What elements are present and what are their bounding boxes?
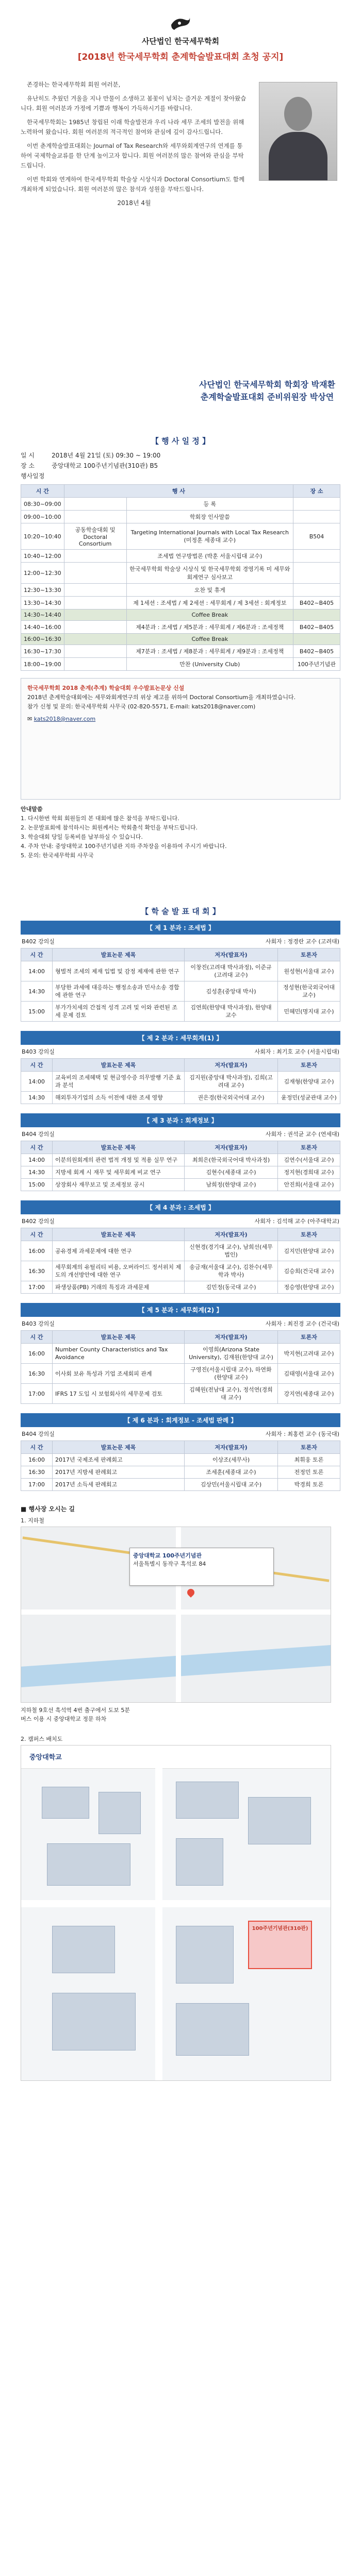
schedule-row xyxy=(21,511,340,523)
paper-author: 김연희(한양대 박사과정), 한양대 교수 xyxy=(185,1002,278,1022)
papers-header-row xyxy=(21,1141,340,1154)
paper-title: 이사회 보유 특성과 기업 조세회피 관계 xyxy=(53,1364,185,1384)
schedule-row xyxy=(21,498,340,511)
session-name: 【 제 5 분과 : 세무회계(2) 】 xyxy=(21,1303,340,1317)
paper-title: 2017년 지방세 판례회고 xyxy=(53,1466,185,1479)
schedule-cell-event: 등 록 xyxy=(126,498,293,511)
note-item: 4. 주차 안내: 중앙대학교 100주년기념관 지하 주차장을 이용하여 주시기 바랍니다. xyxy=(21,843,227,850)
papers-col-header: 토론자 xyxy=(278,1441,340,1454)
session-place: B402 강의실 xyxy=(22,1218,55,1225)
paper-title: 2017년 국제조세 판례회고 xyxy=(53,1454,185,1466)
schedule-table xyxy=(21,484,340,671)
paper-time: 14:30 xyxy=(21,1166,53,1179)
papers-col-header: 토론자 xyxy=(278,1141,340,1154)
schedule-cell-room: B402~B405 xyxy=(293,597,340,609)
directions-heading: ■ 행사장 오시는 길 xyxy=(21,1505,75,1513)
schedule-cell-time: 10:40~12:00 xyxy=(21,550,64,563)
session-place: B402 강의실 xyxy=(22,938,55,945)
schedule-row xyxy=(21,563,340,584)
session-name: 【 제 4 분과 : 조세법 】 xyxy=(21,1200,340,1214)
paper-disc: 강지연(세종대 교수) xyxy=(278,1384,340,1404)
signature-block xyxy=(21,368,340,430)
paper-author: 김현수(세종대 교수) xyxy=(185,1166,278,1179)
papers-col-header: 저자(발표자) xyxy=(185,1228,278,1241)
paper-disc: 원성현(서울대 교수) xyxy=(278,961,340,981)
note-item: 1. 다시한번 학회 회원들의 본 대회에 많은 참석을 부탁드립니다. xyxy=(21,815,179,822)
schedule-cell-event: 한국세무학회 학술상 시상식 및 한국세무학회 경영기록 미 세무와 회계연구 심사보고 xyxy=(126,563,293,584)
paper-row xyxy=(21,961,340,981)
portrait-body xyxy=(269,132,327,180)
session-chair: 사회자 : 최진경 교수 (건국대) xyxy=(265,1320,339,1327)
session-spacer xyxy=(21,1022,340,1031)
schedule-cell-time: 18:00~19:00 xyxy=(21,658,64,671)
location-map[interactable] xyxy=(21,1527,331,1703)
paper-author: 최희은(한국외국어대 박사과정) xyxy=(185,1154,278,1166)
paper-disc: 김재형(한양대 교수) xyxy=(278,1072,340,1092)
schedule-header-row xyxy=(21,485,340,498)
schedule-cell-time: 10:20~10:40 xyxy=(21,523,64,550)
event-title: [2018년 한국세무학회 춘계학술발표대회 초청 공지] xyxy=(77,52,284,62)
campus-building xyxy=(99,1792,141,1834)
papers-col-header: 저자(발표자) xyxy=(185,1141,278,1154)
campus-building xyxy=(52,1993,136,2050)
map-caption xyxy=(21,1706,340,1732)
schedule-col-room: 장 소 xyxy=(293,485,340,498)
schedule-row xyxy=(21,621,340,634)
session-name: 【 제 2 분과 : 세무회계(1) 】 xyxy=(21,1031,340,1045)
schedule-cell-room xyxy=(293,498,340,511)
paper-author: 남희정(한양대 교수) xyxy=(185,1179,278,1191)
papers-header-row xyxy=(21,1331,340,1344)
schedule-cell-time: 14:30~14:40 xyxy=(21,609,64,621)
society-logo xyxy=(169,14,192,32)
paper-row xyxy=(21,1454,340,1466)
papers-header-row xyxy=(21,1441,340,1454)
schedule-col-time: 시 간 xyxy=(21,485,64,498)
papers-table xyxy=(21,1058,340,1104)
paper-row xyxy=(21,981,340,1002)
papers-col-header: 발표논문 제목 xyxy=(53,1441,185,1454)
session-spacer xyxy=(21,1491,340,1500)
session-block xyxy=(21,921,340,1031)
session-chair: 사회자 : 정경란 교수 (고려대) xyxy=(265,938,339,945)
info-label: 행사일정 xyxy=(21,472,45,480)
intro-paragraph: 한국세무학회는 1985년 창립된 이래 학술발전과 우리 나라 세무 조세의 발전을 위해 노력하여 왔습니다. 회원 여러분의 적극적인 참여와 관심에 깊이 감사드립니다. xyxy=(21,118,244,135)
session-spacer xyxy=(21,1294,340,1303)
schedule-cell-room xyxy=(293,550,340,563)
paper-author: 김상민(서울시립대 교수) xyxy=(185,1479,278,1491)
callout-address: 서울특별시 동작구 흑석로 84 xyxy=(133,1561,206,1567)
papers-col-header: 발표논문 제목 xyxy=(53,948,185,961)
schedule-cell-room: 100주년기념관 xyxy=(293,658,340,671)
notice-item: 2018년 춘계학술대회에는 세무와회계연구의 위상 제고를 위하여 Doctoral Consortium을 개최하였습니다. xyxy=(27,694,296,701)
info-label: 장 소 xyxy=(21,462,35,469)
schedule-title: 【 행 사 일 정 】 xyxy=(151,436,210,446)
session-spacer xyxy=(21,1404,340,1413)
campus-road xyxy=(155,1768,162,2080)
paper-disc: 김태영(서울대 교수) xyxy=(278,1364,340,1384)
directions xyxy=(21,1504,340,1743)
paper-time: 15:00 xyxy=(21,1179,53,1191)
paper-row xyxy=(21,1261,340,1281)
notes-heading: 안내말씀 xyxy=(21,806,43,812)
schedule-cell-event: Coffee Break xyxy=(126,634,293,645)
paper-time: 16:00 xyxy=(21,1454,53,1466)
paper-author: 김성훈(중앙대 박사) xyxy=(185,981,278,1002)
session-block xyxy=(21,1031,340,1113)
schedule-cell-session xyxy=(64,645,126,658)
session-name: 【 제 1 분과 : 조세법 】 xyxy=(21,921,340,935)
papers-table xyxy=(21,1440,340,1491)
schedule-cell-event: 조세법 연구방법론 (박훈 서울시립대 교수) xyxy=(126,550,293,563)
schedule-cell-time: 16:00~16:30 xyxy=(21,634,64,645)
paper-time: 16:30 xyxy=(21,1364,53,1384)
paper-title: 부가가치세의 간접적 성격 고려 및 이와 관련된 조세 문제 검토 xyxy=(53,1002,185,1022)
paper-title: 형벌적 조세의 제재 입법 및 감정 제재에 관한 연구 xyxy=(53,961,185,981)
papers-col-header: 저자(발표자) xyxy=(185,1059,278,1072)
paper-disc: 윤정민(성균관대 교수) xyxy=(278,1092,340,1104)
papers-col-header: 시 간 xyxy=(21,1441,53,1454)
schedule-cell-room xyxy=(293,584,340,597)
papers-table xyxy=(21,1228,340,1294)
papers-col-header: 발표논문 제목 xyxy=(53,1331,185,1344)
papers-table xyxy=(21,1141,340,1191)
session-chair: 사회자 : 김석해 교수 (아주대학교) xyxy=(254,1218,339,1225)
papers-col-header: 시 간 xyxy=(21,1059,53,1072)
session-place: B404 강의실 xyxy=(22,1131,55,1138)
paper-title: 교육비의 조세혜택 및 현금영수증 의무발행 기준 효과 분석 xyxy=(53,1072,185,1092)
schedule-cell-event: 만찬 (University Club) xyxy=(126,658,293,671)
paper-title: 공유경제 과세문제에 대한 연구 xyxy=(53,1241,185,1261)
venue-building[interactable] xyxy=(248,1921,312,1969)
schedule-cell-time: 16:30~17:30 xyxy=(21,645,64,658)
papers-col-header: 시 간 xyxy=(21,948,53,961)
contact-email-link[interactable]: kats2018@naver.com xyxy=(34,716,96,722)
paper-row xyxy=(21,1072,340,1092)
papers-col-header: 저자(발표자) xyxy=(185,1331,278,1344)
schedule-cell-session xyxy=(64,584,126,597)
info-row-date xyxy=(21,450,340,461)
venue-label: 100주년기념관(310관) xyxy=(252,1926,308,1931)
paper-disc: 김지민(한양대 교수) xyxy=(278,1241,340,1261)
session-meta xyxy=(21,1317,340,1330)
schedule-cell-session xyxy=(64,498,126,511)
paper-row xyxy=(21,1002,340,1022)
schedule-cell-time: 12:00~12:30 xyxy=(21,563,64,584)
session-name: 【 제 6 분과 : 회계정보 - 조세법 판례 】 xyxy=(21,1413,340,1427)
map-callout xyxy=(129,1548,274,1586)
paper-row xyxy=(21,1166,340,1179)
schedule-cell-time: 09:00~10:00 xyxy=(21,511,64,523)
paper-author: 김혜원(전남대 교수), 정석연(경희대 교수) xyxy=(185,1384,278,1404)
caption-line: 버스 이용 시 중앙대학교 정문 하차 xyxy=(21,1716,107,1722)
signature-line-2: 춘계학술발표대회 준비위원장 박상연 xyxy=(200,392,334,402)
paper-disc: 전정민 토론 xyxy=(278,1466,340,1479)
campus-building xyxy=(176,1838,223,1886)
session-place: B403 강의실 xyxy=(22,1048,55,1055)
campus-building xyxy=(42,1787,89,1819)
schedule-cell-room xyxy=(293,609,340,621)
paper-row xyxy=(21,1466,340,1479)
intro-paragraph: 이번 학회와 연계하여 한국세무학회 학술상 시상식과 Doctoral Consortium도 함께 개최하게 되었습니다. 회원 여러분의 많은 참석과 성원을 부탁드립니다. xyxy=(21,176,244,193)
papers-header-row xyxy=(21,1228,340,1241)
schedule-cell-event: 제4분과 : 조세법 / 제5분과 : 세무회계 / 제6분과 : 조세정책 xyxy=(126,621,293,634)
paper-time: 14:00 xyxy=(21,1072,53,1092)
location-pin-icon xyxy=(186,1587,196,1598)
notice-box xyxy=(21,678,340,800)
paper-author: 김민정(동국대 교수) xyxy=(185,1281,278,1294)
org-name: 사단법인 한국세무학회 xyxy=(141,37,220,46)
papers-table xyxy=(21,948,340,1022)
intro-paragraph: 존경하는 한국세무학회 회원 여러분, xyxy=(27,81,121,88)
paper-time: 17:00 xyxy=(21,1281,53,1294)
callout-title: 중앙대학교 100주년기념관 xyxy=(133,1552,202,1559)
schedule-cell-session xyxy=(64,609,126,621)
schedule-cell-event: 제7분과 : 조세법 / 제8분과 : 세무회계 / 제9분과 : 조세정책 xyxy=(126,645,293,658)
note-item: 5. 문의: 한국세무학회 사무국 xyxy=(21,852,94,859)
signature xyxy=(199,379,335,403)
papers-col-header: 발표논문 제목 xyxy=(53,1059,185,1072)
schedule-row xyxy=(21,645,340,658)
schedule-cell-session xyxy=(64,563,126,584)
paper-row xyxy=(21,1479,340,1491)
schedule-cell-session xyxy=(64,634,126,645)
paper-disc: 정승영(한양대 교수) xyxy=(278,1281,340,1294)
campus-heading: 2. 캠퍼스 배치도 xyxy=(21,1736,63,1742)
intro-letter xyxy=(21,80,340,368)
papers-col-header: 토론자 xyxy=(278,948,340,961)
portrait-head xyxy=(284,97,312,131)
session-chair: 사회자 : 최기호 교수 (서울시립대) xyxy=(254,1048,339,1055)
info-row-place xyxy=(21,461,340,471)
info-row-program xyxy=(21,471,340,481)
schedule-cell-event: 제 1세션 : 조세법 / 제 2세션 : 세무회계 / 제 3세션 : 회계정보 xyxy=(126,597,293,609)
paper-disc: 민혜민(명지대 교수) xyxy=(278,1002,340,1022)
session-block xyxy=(21,1200,340,1303)
paper-time: 14:00 xyxy=(21,1154,53,1166)
papers-col-header: 발표논문 제목 xyxy=(53,1228,185,1241)
schedule-cell-room xyxy=(293,511,340,523)
schedule-cell-time: 12:30~13:30 xyxy=(21,584,64,597)
info-value: 2018년 4월 21일 (토) 09:30 ~ 19:00 xyxy=(52,452,161,459)
schedule-cell-event: 학회장 인사말씀 xyxy=(126,511,293,523)
schedule-cell-room xyxy=(293,563,340,584)
info-label: 일 시 xyxy=(21,452,35,459)
papers-col-header: 시 간 xyxy=(21,1228,53,1241)
session-meta xyxy=(21,1214,340,1228)
papers-header-row xyxy=(21,1059,340,1072)
paper-row xyxy=(21,1241,340,1261)
schedule-cell-session xyxy=(64,658,126,671)
campus-building xyxy=(176,2003,249,2056)
session-meta xyxy=(21,1127,340,1141)
paper-disc: 김승희(건국대 교수) xyxy=(278,1261,340,1281)
schedule-row xyxy=(21,597,340,609)
schedule-cell-session xyxy=(64,621,126,634)
paper-title: 상장회사 재무보고 및 조세정보 공시 xyxy=(53,1179,185,1191)
paper-time: 16:00 xyxy=(21,1344,53,1364)
session-spacer xyxy=(21,1104,340,1113)
paper-disc: 박지현(고려대 교수) xyxy=(278,1344,340,1364)
schedule-cell-session xyxy=(64,550,126,563)
session-block xyxy=(21,1413,340,1500)
paper-title: 2017년 소득세 판례회고 xyxy=(53,1479,185,1491)
paper-row xyxy=(21,1344,340,1364)
paper-author: 이창진(고려대 박사과정), 이준규(고려대 교수) xyxy=(185,961,278,981)
session-meta xyxy=(21,935,340,948)
schedule-cell-session xyxy=(64,597,126,609)
papers-col-header: 토론자 xyxy=(278,1228,340,1241)
papers-table xyxy=(21,1330,340,1404)
schedule-cell-session: 공동학술대회 및 Doctoral Consortium xyxy=(64,523,126,550)
campus-building xyxy=(47,1843,130,1886)
session-block xyxy=(21,1113,340,1200)
schedule-row xyxy=(21,658,340,671)
schedule-cell-room: B402~B405 xyxy=(293,621,340,634)
header xyxy=(0,0,361,67)
paper-title: 이분의원회계의 관련 법적 개정 및 적용 실무 연구 xyxy=(53,1154,185,1166)
session-place: B403 강의실 xyxy=(22,1320,55,1327)
paper-title: Number County Characteristics and Tax Avoidance xyxy=(53,1344,185,1364)
schedule-cell-event: 오찬 및 휴게 xyxy=(126,584,293,597)
paper-author: 조세훈(세종대 교수) xyxy=(185,1466,278,1479)
paper-author: 이상조(세무사) xyxy=(185,1454,278,1466)
paper-author: 송금재(서울대 교수), 김찬수(세무학과 박사) xyxy=(185,1261,278,1281)
paper-title: 지방세 회계 시 재무 및 세무회계 비교 연구 xyxy=(53,1166,185,1179)
schedule-col-event: 행 사 xyxy=(64,485,293,498)
schedule-cell-event: Coffee Break xyxy=(126,609,293,621)
campus-road xyxy=(21,1900,331,1907)
schedule-row xyxy=(21,584,340,597)
paper-author: 구영진(서울시립대 교수), 하연화(한양대 교수) xyxy=(185,1364,278,1384)
campus-map-header xyxy=(21,1745,331,1769)
intro-paragraph: 이번 춘계학술발표대회는 Journal of Tax Research와 세무와회계연구의 연계를 통하여 국제학술교류를 한 단계 높이고자 합니다. 회원 여러분의 많은 참여와 관심을 부탁드립니다. xyxy=(21,142,244,169)
papers-col-header: 저자(발표자) xyxy=(185,1441,278,1454)
papers-header-row xyxy=(21,948,340,961)
campus-map[interactable] xyxy=(21,1745,331,2081)
paper-time: 14:30 xyxy=(21,981,53,1002)
paper-time: 17:00 xyxy=(21,1384,53,1404)
papers-col-header: 시 간 xyxy=(21,1331,53,1344)
campus-name: 중앙대학교 xyxy=(29,1754,62,1761)
paper-disc: 정성현(한국외국어대 교수) xyxy=(278,981,340,1002)
schedule-cell-time: 13:30~14:30 xyxy=(21,597,64,609)
president-portrait xyxy=(259,82,337,181)
schedule-cell-event: Targeting International Journals with Local Tax Research (미정훈 세종대 교수) xyxy=(126,523,293,550)
paper-time: 16:00 xyxy=(21,1241,53,1261)
schedule-cell-time: 14:40~16:00 xyxy=(21,621,64,634)
papers-col-header: 토론자 xyxy=(278,1059,340,1072)
paper-title: 세무회계의 유틸리티 비용, 오버라이드 정서위치 제도의 개선방안에 대한 연구 xyxy=(53,1261,185,1281)
paper-author: 신현경(경기대 교수), 남희선(세무법인) xyxy=(185,1241,278,1261)
campus-building xyxy=(176,1926,234,1984)
paper-row xyxy=(21,1384,340,1404)
note-item: 3. 학술대회 당일 등록비를 납부하실 수 있습니다. xyxy=(21,834,143,840)
paper-disc: 정지현(경희대 교수) xyxy=(278,1166,340,1179)
schedule-row xyxy=(21,634,340,645)
schedule-cell-room: B504 xyxy=(293,523,340,550)
papers-col-header: 저자(발표자) xyxy=(185,948,278,961)
paper-title: 파생상품(PB) 거래의 특징과 과세문제 xyxy=(53,1281,185,1294)
note-item: 2. 논문발표회에 참석하시는 회원께서는 학회출석 확인을 부탁드립니다. xyxy=(21,824,198,831)
schedule-row xyxy=(21,550,340,563)
paper-row xyxy=(21,1154,340,1166)
papers-col-header: 토론자 xyxy=(278,1331,340,1344)
session-meta xyxy=(21,1427,340,1440)
paper-row xyxy=(21,1364,340,1384)
paper-disc: 김연수(서울대 교수) xyxy=(278,1154,340,1166)
paper-row xyxy=(21,1281,340,1294)
paper-disc: 최휘웅 토론 xyxy=(278,1454,340,1466)
paper-time: 14:00 xyxy=(21,961,53,981)
session-meta xyxy=(21,1045,340,1058)
schedule-cell-room xyxy=(293,634,340,645)
paper-author: 김지원(중앙대 박사과정), 김희(고려대 교수) xyxy=(185,1072,278,1092)
paper-author: 권은경(한국외국어대 교수) xyxy=(185,1092,278,1104)
schedule-cell-session xyxy=(64,511,126,523)
schedule-body xyxy=(21,498,340,671)
letter-date: 2018년 4월 xyxy=(117,199,151,207)
mail-icon: ✉ xyxy=(27,716,34,722)
signature-line-1: 사단법인 한국세무학회 학회장 박재환 xyxy=(199,380,335,389)
session-place: B404 강의실 xyxy=(22,1431,55,1437)
paper-title: 해외투자기업의 소득 이전에 대한 조세 영향 xyxy=(53,1092,185,1104)
schedule-cell-time: 08:30~09:00 xyxy=(21,498,64,511)
paper-disc: 박경희 토론 xyxy=(278,1479,340,1491)
paper-time: 16:30 xyxy=(21,1466,53,1479)
caption-line: 지하철 9호선 흑석역 4번 출구에서 도보 5분 xyxy=(21,1707,130,1714)
schedule-row xyxy=(21,609,340,621)
paper-time: 16:30 xyxy=(21,1261,53,1281)
campus-building xyxy=(52,1926,115,1973)
session-chair: 사회자 : 권석균 교수 (연세대) xyxy=(265,1131,339,1138)
paper-time: 17:00 xyxy=(21,1479,53,1491)
papers-col-header: 발표논문 제목 xyxy=(53,1141,185,1154)
notice-item: 한국세무학회 2018 춘계(추계) 학술대회 우수발표논문상 신설 xyxy=(27,685,185,691)
event-info xyxy=(21,450,340,481)
session-spacer xyxy=(21,1191,340,1200)
session-name: 【 제 3 분과 : 회계정보 】 xyxy=(21,1113,340,1127)
intro-paragraph: 유난히도 추웠던 겨울을 지나 만물이 소생하고 봄꽃이 넘치는 즐거운 계절이 찾아왔습니다. 회원 여러분과 가정에 기쁨과 행복이 가득하시기를 바랍니다. xyxy=(21,95,247,112)
paper-row xyxy=(21,1179,340,1191)
papers-col-header: 시 간 xyxy=(21,1141,53,1154)
schedule-row xyxy=(21,523,340,550)
session-chair: 사회자 : 최홍련 교수 (동국대) xyxy=(265,1431,339,1437)
paper-time: 14:30 xyxy=(21,1092,53,1104)
intro-text xyxy=(21,80,248,208)
campus-building xyxy=(248,1797,311,1844)
paper-time: 15:00 xyxy=(21,1002,53,1022)
campus-building xyxy=(176,1782,239,1819)
sessions-container xyxy=(0,921,361,1500)
paper-author: 이영희(Arizona State University), 김재원(한양대 교수) xyxy=(185,1344,278,1364)
notes-list xyxy=(21,805,340,901)
paper-row xyxy=(21,1092,340,1104)
info-value: 중앙대학교 100주년기념관(310관) B5 xyxy=(52,462,158,469)
notice-item: 참가 신청 및 문의: 한국세무학회 사무국 (02-820-5571, E-mail: kats2018@naver.com) xyxy=(27,703,256,710)
subway-heading: 1. 지하철 xyxy=(21,1517,44,1524)
sessions-title: 【 학 술 발 표 대 회 】 xyxy=(141,907,220,916)
paper-title: 부당한 과세에 대응하는 행정소송과 민사소송 경합에 관한 연구 xyxy=(53,981,185,1002)
schedule-cell-room: B402~B405 xyxy=(293,645,340,658)
session-block xyxy=(21,1303,340,1413)
paper-disc: 안진희(서울대 교수) xyxy=(278,1179,340,1191)
paper-title: IFRS 17 도입 시 보험회사의 세무문제 검토 xyxy=(53,1384,185,1404)
